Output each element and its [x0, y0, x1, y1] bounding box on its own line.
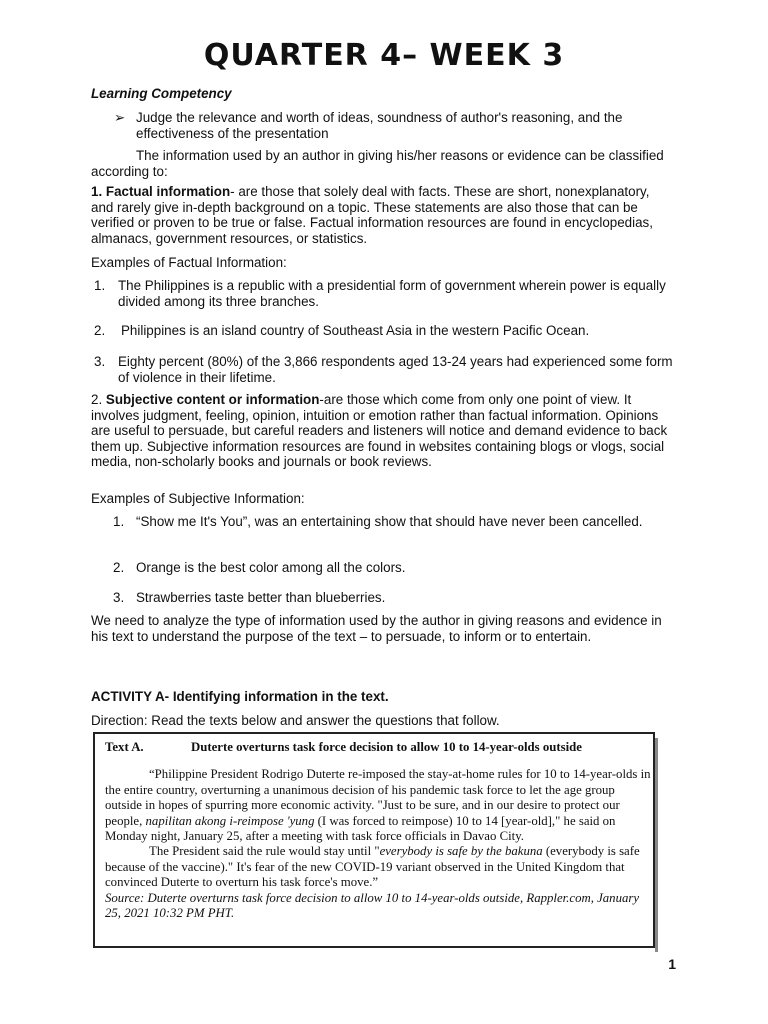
- competency-text: Judge the relevance and worth of ideas, soundness of author's reasoning, and the effectiveness of the presentation: [136, 110, 623, 141]
- list-number: 2.: [94, 323, 106, 338]
- text-a-headline: Duterte overturns task force decision to allow 10 to 14-year-olds outside: [191, 740, 582, 754]
- subjective-number: 2.: [91, 392, 106, 407]
- text-a-paragraph-1: “Philippine President Rodrigo Duterte re-imposed the stay-at-home rules for 10 to 14-year-olds in the entire country, overturning a unanimous decision of his pandemic task force to let the age group outside in hopes of spurring more economic activity. "Just to be sure, and in our desire to protect our people, napilitan akong i-reimpose 'yung (I was forced to reimpose) 10 to 14 [year-old]," he said on Monday night, January 25, after a meeting with task force officials in Davao City.: [105, 767, 651, 844]
- analyze-paragraph: We need to analyze the type of information used by the author in giving reasons and evidence in his text to understand the purpose of the text – to persuade, to inform or to entertain.: [91, 613, 662, 644]
- text-a-heading: [105, 740, 653, 755]
- factual-paragraph: [91, 184, 671, 246]
- text-a-source: Source: Duterte overturns task force decision to allow 10 to 14-year-olds outside, Rappler.com, January 25, 2021 10:32 PM PHT.: [105, 890, 640, 921]
- factual-term: 1. Factual information: [91, 184, 231, 199]
- list-item: [94, 278, 674, 309]
- text-a-box: [93, 732, 655, 948]
- list-number: 1.: [94, 278, 106, 293]
- intro-paragraph: The information used by an author in giving his/her reasons or evidence can be classified according to:: [91, 148, 664, 179]
- list-number: 2.: [113, 560, 125, 575]
- text-a-label: Text A.: [105, 740, 144, 754]
- list-text: Strawberries taste better than blueberries.: [136, 590, 386, 605]
- list-text: Philippines is an island country of Southeast Asia in the western Pacific Ocean.: [121, 323, 590, 338]
- list-text: Orange is the best color among all the colors.: [136, 560, 406, 575]
- subjective-term: Subjective content or information: [105, 392, 320, 407]
- activity-heading: ACTIVITY A- Identifying information in the text.: [91, 689, 389, 704]
- learning-competency-heading: Learning Competency: [91, 86, 232, 101]
- subjective-paragraph: [91, 392, 671, 470]
- list-text: Eighty percent (80%) of the 3,866 respondents aged 13-24 years had experienced some form of violence in their lifetime.: [118, 354, 673, 385]
- list-item: [113, 514, 693, 530]
- subjective-examples-heading: Examples of Subjective Information:: [91, 491, 305, 506]
- activity-direction: Direction: Read the texts below and answer the questions that follow.: [91, 713, 500, 728]
- list-number: 3.: [113, 590, 125, 605]
- factual-examples-heading: Examples of Factual Information:: [91, 255, 287, 270]
- list-text: “Show me It's You”, was an entertaining show that should have never been cancelled.: [136, 514, 643, 529]
- list-item: [113, 590, 693, 606]
- list-item: [94, 323, 674, 339]
- factual-definition: - are those that solely deal with facts. These are short, nonexplanatory, and rarely give in-depth background on a topic. These statements are also those that can be verified or proven to be true or false. Factual information resources are found in encyclopedias, almanacs, government resources, or statistics.: [91, 184, 653, 246]
- page-number: 1: [668, 956, 676, 972]
- text-a-paragraph-2: The President said the rule would stay until "everybody is safe by the bakuna (everybody is safe because of the vaccine)." It's fear of the new COVID-19 variant observed in the United Kingdom that convinced Duterte to overturn his task force's move.”: [105, 844, 640, 890]
- list-number: 1.: [113, 514, 125, 529]
- box-shadow: [655, 738, 658, 952]
- competency-bullet: [114, 110, 674, 141]
- list-item: [113, 560, 693, 576]
- subjective-definition: -are those which come from only one point of view. It involves judgment, feeling, opinion, intuition or emotion rather than factual information. Opinions are useful to persuade, but careful readers and listeners will notice and demand evidence to back them up. Subjective information resources are found in websites containing blogs or vlogs, social media, non-scholarly books and journals or book reviews.: [91, 392, 668, 469]
- page-title: QUARTER 4– WEEK 3: [203, 38, 565, 73]
- list-text: The Philippines is a republic with a presidential form of government wherein power is equally divided among its three branches.: [118, 278, 666, 309]
- arrow-bullet-icon: ➢: [114, 110, 126, 125]
- list-number: 3.: [94, 354, 106, 369]
- list-item: [94, 354, 674, 385]
